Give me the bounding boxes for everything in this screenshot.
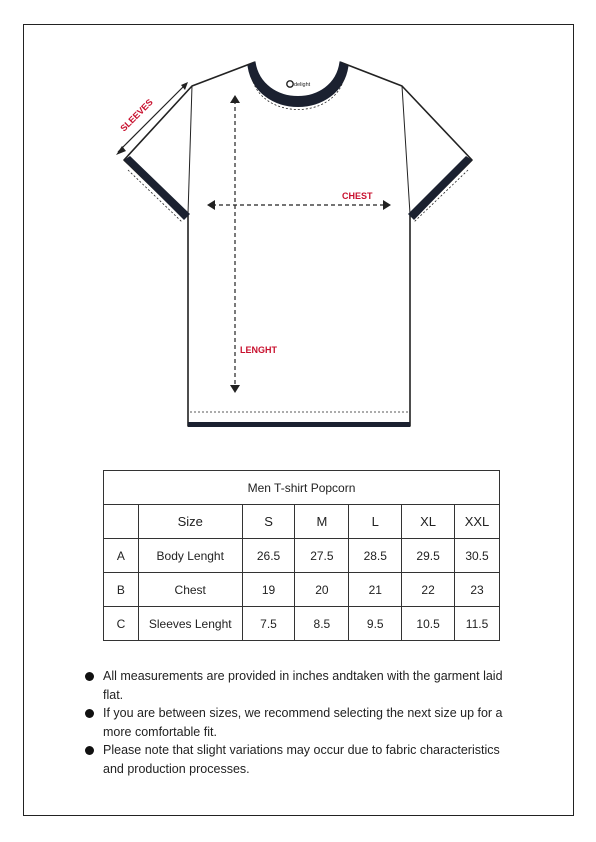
table-cell: 26.5 <box>242 539 295 573</box>
table-cell: 8.5 <box>295 607 349 641</box>
header-cell: Size <box>138 505 242 539</box>
row-key: C <box>104 607 139 641</box>
row-key: B <box>104 573 139 607</box>
table-cell: 7.5 <box>242 607 295 641</box>
row-label: Chest <box>138 573 242 607</box>
header-cell: L <box>349 505 402 539</box>
table-cell: 29.5 <box>402 539 455 573</box>
table-title: Men T-shirt Popcorn <box>104 471 500 505</box>
table-title-row <box>104 471 500 505</box>
table-cell: 19 <box>242 573 295 607</box>
header-cell: XL <box>402 505 455 539</box>
header-cell: M <box>295 505 349 539</box>
row-key: A <box>104 539 139 573</box>
table-cell: 27.5 <box>295 539 349 573</box>
notes-list <box>85 667 505 778</box>
row-label: Sleeves Lenght <box>138 607 242 641</box>
table-row <box>104 539 500 573</box>
table-cell: 30.5 <box>455 539 500 573</box>
note-text: All measurements are provided in inches andtaken with the garment laid flat. <box>103 669 503 702</box>
tshirt-outline <box>124 62 472 426</box>
brand-logo-text: delight <box>294 82 311 88</box>
note-text: If you are between sizes, we recommend selecting the next size up for a more comfortable fit. <box>103 706 503 739</box>
chest-label: CHEST <box>342 191 373 201</box>
row-label: Body Lenght <box>138 539 242 573</box>
table-header-row <box>104 505 500 539</box>
note-item <box>85 741 505 778</box>
length-label: LENGHT <box>240 345 277 355</box>
header-cell: S <box>242 505 295 539</box>
table-row <box>104 607 500 641</box>
table-cell: 20 <box>295 573 349 607</box>
note-item <box>85 667 505 704</box>
bullet-icon <box>85 746 94 755</box>
header-cell: XXL <box>455 505 500 539</box>
hem <box>188 422 410 427</box>
table-cell: 10.5 <box>402 607 455 641</box>
table-cell: 22 <box>402 573 455 607</box>
note-text: Please note that slight variations may occur due to fabric characteristics and production processes. <box>103 743 500 776</box>
size-chart-table <box>103 470 500 641</box>
bullet-icon <box>85 672 94 681</box>
header-cell <box>104 505 139 539</box>
note-item <box>85 704 505 741</box>
sleeves-label: SLEEVES <box>118 96 155 134</box>
table-cell: 21 <box>349 573 402 607</box>
table-row <box>104 573 500 607</box>
table-cell: 28.5 <box>349 539 402 573</box>
table-cell: 23 <box>455 573 500 607</box>
table-cell: 11.5 <box>455 607 500 641</box>
table-cell: 9.5 <box>349 607 402 641</box>
bullet-icon <box>85 709 94 718</box>
